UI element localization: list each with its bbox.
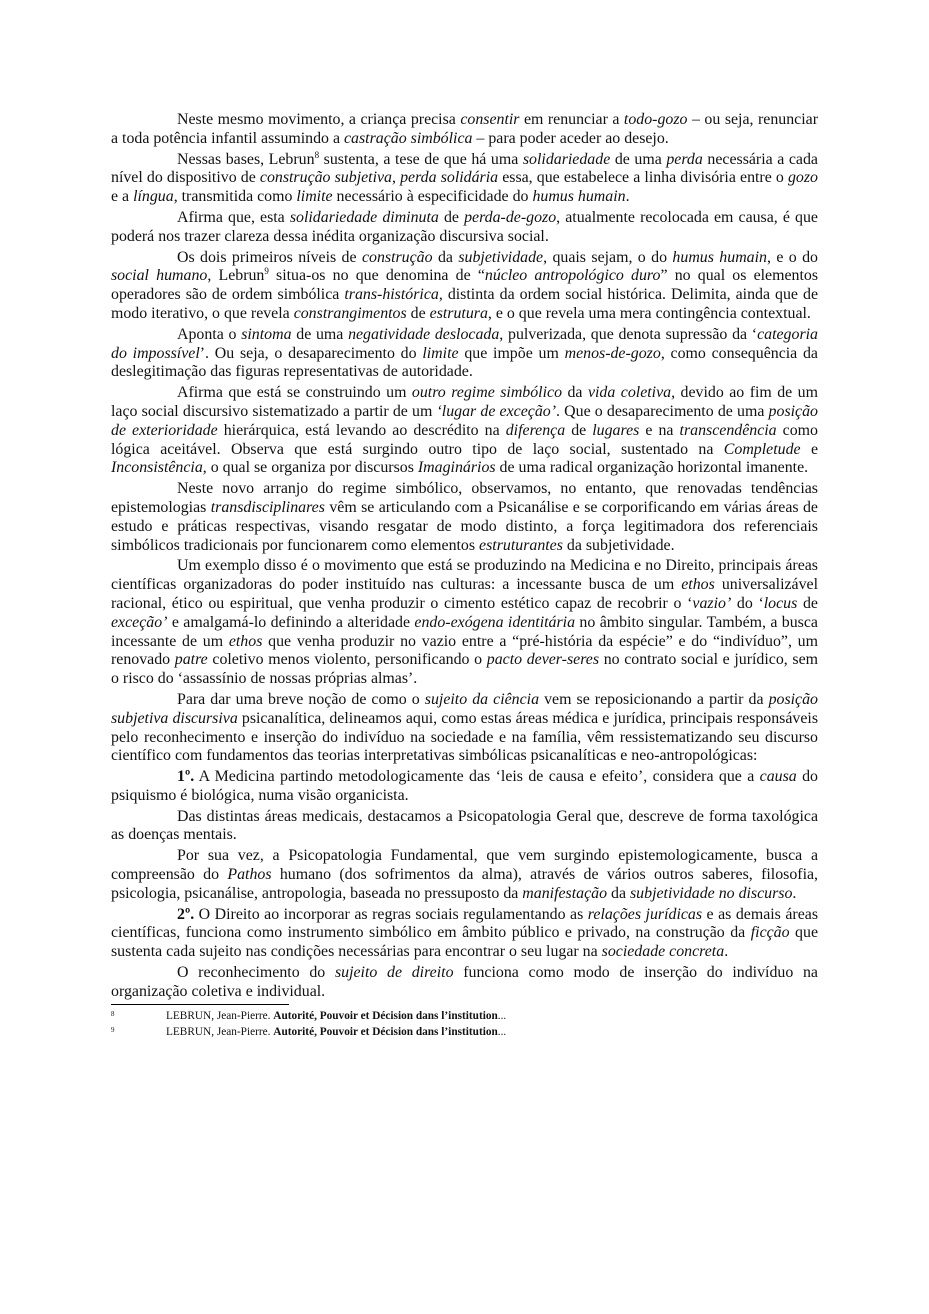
paragraph [111,249,818,324]
footnote-author: LEBRUN, Jean-Pierre. [166,1025,274,1038]
footnote [111,1008,818,1024]
text-run: manifestação [522,884,608,902]
text-run: ethos [228,632,263,650]
footnote-ellipsis: ... [497,1025,507,1038]
text-run: . [792,884,797,902]
text-run: ‘lugar de exceção’ [436,402,556,420]
text-run: negatividade deslocada [348,325,500,343]
text-run: sujeito de direito [334,964,454,982]
text-run: locus [763,594,798,612]
text-run: de uma [610,150,667,168]
text-run: ” no qual os elementos operadores são de ordem simbólica [111,267,819,304]
text-run: que impõe um [458,344,565,362]
paragraph [111,808,818,846]
text-run: sustenta, a tese de que há uma [319,150,523,168]
text-run: A Medicina partindo metodologicamente das ‘leis de causa e efeito’, considera que a [194,768,760,786]
footnote-title: Autorité, Pouvoir et Décision dans l’institution [273,1009,498,1022]
text-run: e [800,440,818,458]
text-run: no âmbito singular. Também, a busca incessante de um [111,613,818,650]
footnote-mark: 8 [111,1009,115,1018]
text-run: necessária a cada nível do dispositivo de [111,150,818,187]
text-run: , distinta da ordem social histórica. Delimita, ainda que de modo iterativo, o que revela [111,286,819,322]
text-run: Aponta o [177,325,242,343]
body-text [111,111,818,1002]
paragraph [111,964,818,1002]
footnote-ref: 9 [264,266,269,277]
text-run: , pulverizada, que denota supressão da ‘ [499,325,758,343]
paragraph [111,326,818,382]
text-run: estruturantes [479,536,563,554]
footnote-mark: 9 [111,1025,115,1034]
text-run: solidariedade diminuta [289,208,439,226]
text-run: limite [296,188,333,206]
text-run: e na [639,421,680,439]
text-run: outro regime simbólico [411,384,563,402]
text-run: perda solidária [400,169,499,187]
text-run: – ou seja, renunciar a toda potência infantil assumindo a [111,111,818,147]
text-run: Neste mesmo movimento, a criança precisa [177,111,461,128]
text-run: Um exemplo disso é o movimento que está se produzindo na Medicina e no Direito, principais áreas científicas organizadoras do poder instituído nas culturas: a incessante busca de um [111,557,818,594]
text-run: , como consequência da deslegitimação das figuras representativas de autoridade. [111,344,818,381]
text-run: Afirma que, esta [177,208,290,226]
text-run: – para poder aceder ao desejo. [472,129,669,147]
text-run: Inconsistência [111,459,203,477]
paragraph [111,847,818,903]
document-page [111,111,818,1040]
text-run: todo-gozo [623,111,688,128]
text-run: 1º. [177,768,195,786]
text-run: consentir [460,111,520,128]
paragraph [111,151,818,207]
text-run: no contrato social e jurídico, sem o risco do ‘assassínio de nossas próprias almas’. [111,651,819,688]
text-run: hierárquica, está levando ao descrédito na [217,421,506,439]
text-run: posição de exterioridade [111,402,818,439]
text-run: da [562,384,588,402]
text-run: em renunciar a [519,111,624,128]
text-run: ficção [750,924,790,942]
text-run: endo-exógena identitária [414,613,576,631]
text-run: trans-histórica [344,286,439,304]
text-run: pacto dever-seres [486,651,600,669]
paragraph [111,691,818,766]
text-run: O Direito ao incorporar as regras sociais regulamentando as [194,905,588,923]
text-run: lugares [592,421,640,439]
text-run: que venha produzir no vazio entre a “pré-história da espécie” e do “indivíduo”, um renovado [111,632,818,669]
text-run: solidariedade [522,150,611,168]
text-run: transcendência [679,421,777,439]
text-run: como lógica aceitável. Observa que está surgindo outro tipo de laço social, sustentado na [111,421,818,458]
paragraph [111,209,818,247]
text-run: . Que o desaparecimento de uma [556,402,769,420]
text-run: exceção’ [111,613,168,631]
text-run: Pathos [227,866,272,884]
text-run: limite [422,344,459,362]
footnote-author: LEBRUN, Jean-Pierre. [166,1009,274,1022]
text-run: , Lebrun [207,267,265,285]
text-run: , [392,169,401,187]
text-run: posição subjetiva discursiva [111,690,818,727]
text-run: Por sua vez, a Psicopatologia Fundamental, que vem surgindo epistemologicamente, busca a compreensão do [111,847,818,884]
paragraph [111,557,818,689]
text-run: de uma radical organização horizontal imanente. [495,459,809,477]
text-run: da [432,248,459,266]
text-run: humano (dos sofrimentos da alma), através de vários outros saberes, filosofia, psicologia, psicanálise, antropologia, baseada no pressuposto da [111,866,819,902]
text-run: subjetividade [458,248,544,266]
paragraph [111,480,818,555]
text-run: O reconhecimento do [177,964,335,982]
text-run: transdisciplinares [210,498,325,516]
text-run: . [625,188,630,206]
text-run: , quais sejam, o do [543,248,673,266]
text-run: Os dois primeiros níveis de [177,248,362,266]
text-run: . [724,943,729,961]
text-run: de uma [291,325,349,343]
footnote-separator [111,1004,289,1005]
text-run: estrutura [429,304,488,322]
text-run: ethos [681,576,715,594]
text-run: Afirma que está se construindo um [177,384,412,402]
text-run: e amalgamá-lo definindo a alteridade [167,613,415,631]
text-run: psicanalítica, delineamos aqui, como estas áreas médica e jurídica, principais responsáveis pelo reconhecimento e inserção do indivíduo na sociedade e na família, vêm ressistematizando seu discurso científico com fundamentos das teorias interpretativas simbólicas psicanalíticas e neo-antropológicas: [111,709,819,765]
text-run: coletivo menos violento, personificando o [207,651,487,669]
text-run: Imaginários [417,459,496,477]
text-run: vêm se articulando com a Psicanálise e se corporificando em várias áreas de estudo e práticas respectivas, visando resgatar de modo distinto, a força legitimadora dos referenciais simbólicos tradicionais por funcionarem como elementos [111,498,818,554]
text-run: da [607,884,630,902]
text-run: língua [133,188,174,206]
text-run: , transmitida como [173,188,297,206]
text-run: gozo [787,169,818,187]
text-run: de [565,421,593,439]
text-run: e as demais áreas científicas, funciona como instrumento simbólico em âmbito público e privado, na construção da [111,905,819,942]
text-run: e a [111,188,134,206]
paragraph [111,111,818,149]
text-run: , devido ao fim de um laço social discursivo sistematizado a partir de um [111,384,818,420]
text-run: humus humain [532,188,626,206]
footnote-ellipsis: ... [497,1009,507,1022]
text-run: Completude [723,440,801,458]
text-run: perda [666,150,703,168]
text-run: , e o que revela uma mera contingência contextual. [487,304,811,322]
footnote-ref: 8 [314,149,320,160]
text-run: , e o do [766,248,819,266]
text-run: de [406,304,430,322]
text-run: ’. Ou seja, o desaparecimento do [199,344,423,362]
text-run: causa [759,768,797,786]
paragraph [111,384,818,478]
text-run: menos-de-gozo [564,344,661,362]
text-run: sujeito da ciência [424,690,540,708]
text-run: universalizável racional, ético ou espiritual, que venha produzir o cimento estético capaz de recobrir o ‘ [111,576,819,612]
text-run: subjetividade no discurso [630,884,793,902]
paragraph [111,768,818,806]
text-run: construção subjetiva [259,169,392,187]
footnotes [111,1008,818,1040]
text-run: relações jurídicas [587,905,703,923]
text-run: social humano [111,267,208,285]
text-run: Nessas bases, Lebrun [177,150,315,168]
text-run: sintoma [241,325,292,343]
text-run: Para dar uma breve noção de como o [177,690,425,708]
text-run: vida coletiva [587,384,672,402]
text-run: vem se reposicionando a partir da [539,690,769,708]
text-run: do psiquismo é biológica, numa visão organicista. [111,768,818,804]
text-run: vazio’ [692,594,732,612]
text-run: de [438,208,465,226]
text-run: núcleo antropológico duro [484,267,661,285]
text-run: , o qual se organiza por discursos [202,459,418,477]
text-run: sociedade concreta [601,943,725,961]
text-run: Neste novo arranjo do regime simbólico, observamos, no entanto, que renovadas tendências epistemologias [111,480,818,516]
text-run: patre [174,651,208,669]
text-run: funciona como modo de inserção do indivíduo na organização coletiva e individual. [111,964,818,1000]
text-run: de [797,594,818,612]
text-run: diferença [505,421,566,439]
text-run: Das distintas áreas medicais, destacamos a Psicopatologia Geral que, descreve de forma taxológica as doenças mentais. [111,807,818,844]
text-run: necessário à especificidade do [332,188,533,206]
text-run: do ‘ [731,594,764,612]
text-run: que sustenta cada sujeito nas condições necessárias para encontrar o seu lugar na [111,924,818,961]
text-run: da subjetividade. [562,536,675,554]
paragraph [111,906,818,962]
text-run: humus humain [672,248,767,266]
text-run: essa, que estabelece a linha divisória entre o [498,169,788,187]
text-run: castração simbólica [344,129,473,147]
text-run: construção [361,248,433,266]
text-run: categoria do impossível [111,325,818,362]
text-run: perda-de-gozo [464,208,557,226]
text-run: 2º. [177,905,195,923]
text-run: constrangimentos [293,304,407,322]
text-run: , atualmente recolocada em causa, é que poderá nos trazer clareza dessa inédita organização discursiva social. [111,208,818,245]
footnote-title: Autorité, Pouvoir et Décision dans l’institution [273,1025,498,1038]
text-run: situa-os no que denomina de “ [268,267,485,285]
footnote [111,1024,818,1040]
